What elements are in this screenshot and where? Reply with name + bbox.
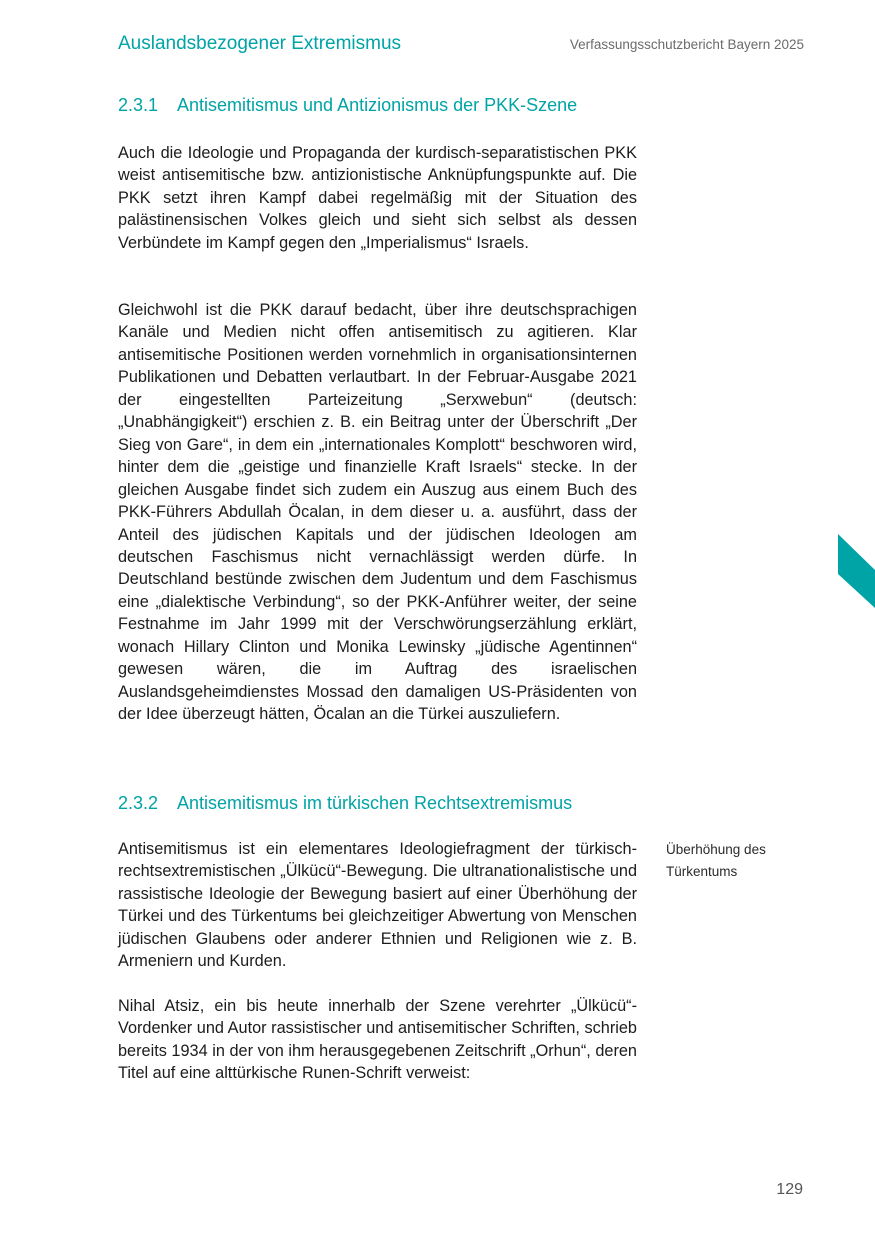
body-paragraph: Nihal Atsiz, ein bis heute innerhalb der Szene verehrter „Ülkücü“-Vordenker und Autor rassistischer und antisemitischer Schriften, schrieb bereits 1934 in der von ihm herausgegebenen Zeitschrift „Orhun“, deren Titel auf eine alttürkische Runen-Schrift verweist: xyxy=(118,997,637,1083)
margin-note: Überhöhung des Türkentums xyxy=(666,842,766,879)
page-number: 129 xyxy=(776,1181,803,1198)
section-title: Antisemitismus im türkischen Rechtsextremismus xyxy=(177,793,573,813)
section-number: 2.3.2 xyxy=(118,793,159,813)
body-paragraph: Antisemitismus ist ein elementares Ideologiefragment der türkisch-rechtsextremistischen „Ülkücü“-Bewegung. Die ultranationalistische und rassistische Ideologie der Bewegung basiert auf einer Überhöhung der Türkei und des Türkentums bei gleichzeitiger Abwertung von Menschen jüdischen Glaubens oder anderer Ethnien und Religionen wie z. B. Armeniern und Kurden. xyxy=(118,840,637,971)
running-header-document: Verfassungsschutzbericht Bayern 2025 xyxy=(569,37,804,52)
body-paragraph: Auch die Ideologie und Propaganda der kurdisch-separatistischen PKK weist antisemitische bzw. antizionistische Anknüpfungspunkte auf. Die PKK setzt ihren Kampf dabei regelmäßig mit der Situation des palästinensischen Volkes gleich und sieht sich selbst als dessen Verbündete im Kampf gegen den „Imperialismus“ Israels. xyxy=(118,144,637,252)
running-header-section: Auslandsbezogener Extremismus xyxy=(118,33,402,54)
body-paragraph: Gleichwohl ist die PKK darauf bedacht, über ihre deutschsprachigen Kanäle und Medien nicht offen antisemitisch zu agitieren. Klar antisemitische Positionen werden vornehmlich in organisationsinternen Publikationen und Debatten verlautbart. In der Februar-Ausgabe 2021 der eingestellten Parteizeitung „Serxwebun“ (deutsch: „Unabhängigkeit“) erschien z. B. ein Beitrag unter der Überschrift „Der Sieg von Gare“, in dem ein „internationales Komplott“ beschworen wird, hinter dem die „geistige und finanzielle Kraft Israels“ stecke. In der gleichen Ausgabe findet sich zudem ein Auszug aus einem Buch des PKK-Führers Abdullah Öcalan, in dem dieser u. a. ausführt, dass der Anteil des jüdischen Kapitals und der jüdischen Ideologen am deutschen Faschismus nicht vernachlässigt werden dürfe. In Deutschland bestünde zwischen dem Judentum und dem Faschismus eine „dialektische Verbindung“, so der PKK-Anführer weiter, der seine Festnahme im Jahr 1999 mit der Verschwörungserzählung erklärt, wonach Hillary Clinton und Monika Lewinsky „jüdische Agentinnen“ gewesen wären, die im Auftrag des israelischen Auslandsgeheimdienstes Mossad den damaligen US-Präsidenten von der Idee überzeugt hätten, Öcalan an die Türkei auszuliefern. xyxy=(118,301,637,724)
section-heading-2-3-2 xyxy=(118,793,572,814)
chapter-thumb-tab xyxy=(838,534,875,608)
section-title: Antisemitismus und Antizionismus der PKK-Szene xyxy=(177,95,578,115)
section-heading-2-3-1 xyxy=(118,95,577,116)
section-number: 2.3.1 xyxy=(118,95,159,115)
